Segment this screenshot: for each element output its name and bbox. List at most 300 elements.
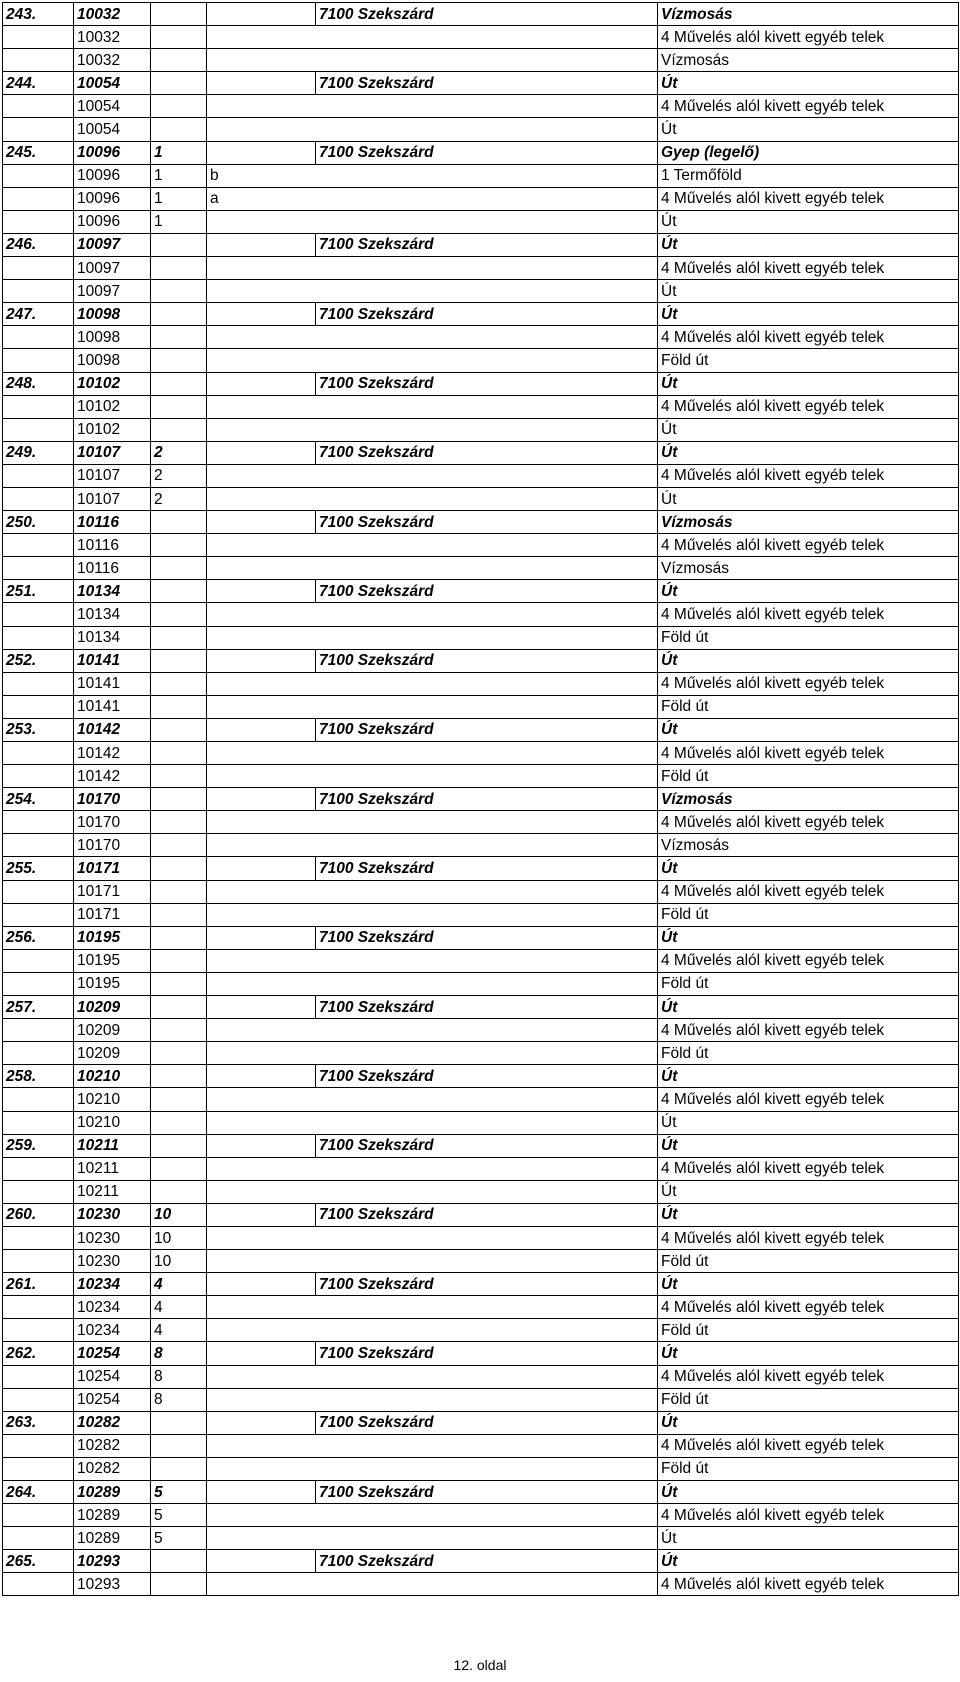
detail-land-use: Föld út	[658, 765, 959, 788]
detail-land-use: 4 Művelés alól kivett egyéb telek	[658, 257, 959, 280]
detail-subnumber	[151, 1457, 207, 1480]
parcel-land-use: Út	[658, 580, 959, 603]
parcel-subnumber	[151, 580, 207, 603]
detail-subnumber	[151, 765, 207, 788]
detail-parcel-number: 10134	[74, 603, 151, 626]
parcel-header-row	[3, 303, 959, 326]
detail-parcel-number: 10096	[74, 187, 151, 210]
detail-subnumber	[151, 349, 207, 372]
detail-subnumber	[151, 534, 207, 557]
detail-parcel-number: 10032	[74, 26, 151, 49]
subdivision-letter	[207, 303, 316, 326]
parcel-number: 10142	[74, 718, 151, 741]
detail-land-use: 4 Művelés alól kivett egyéb telek	[658, 949, 959, 972]
parcel-detail-row	[3, 695, 959, 718]
parcel-land-use: Út	[658, 372, 959, 395]
detail-subdivision-letter	[207, 395, 658, 418]
detail-subdivision-letter	[207, 834, 658, 857]
parcel-detail-row	[3, 1042, 959, 1065]
row-spacer	[3, 534, 74, 557]
detail-land-use: Föld út	[658, 903, 959, 926]
entry-number: 246.	[3, 233, 74, 256]
detail-parcel-number: 10032	[74, 49, 151, 72]
detail-subnumber	[151, 1573, 207, 1596]
detail-subnumber	[151, 557, 207, 580]
detail-land-use: 4 Művelés alól kivett egyéb telek	[658, 187, 959, 210]
entry-number: 244.	[3, 72, 74, 95]
detail-subdivision-letter	[207, 26, 658, 49]
detail-subnumber	[151, 672, 207, 695]
detail-subnumber: 5	[151, 1527, 207, 1550]
parcel-location: 7100 Szekszárd	[316, 511, 658, 534]
register-body	[3, 3, 959, 1596]
row-spacer	[3, 811, 74, 834]
parcel-detail-row	[3, 811, 959, 834]
row-spacer	[3, 949, 74, 972]
parcel-detail-row	[3, 118, 959, 141]
detail-land-use: Út	[658, 1111, 959, 1134]
parcel-header-row	[3, 141, 959, 164]
parcel-location: 7100 Szekszárd	[316, 441, 658, 464]
subdivision-letter	[207, 1342, 316, 1365]
subdivision-letter	[207, 718, 316, 741]
parcel-number: 10293	[74, 1550, 151, 1573]
subdivision-letter	[207, 649, 316, 672]
row-spacer	[3, 972, 74, 995]
detail-land-use: Föld út	[658, 695, 959, 718]
detail-subnumber	[151, 280, 207, 303]
detail-subdivision-letter	[207, 326, 658, 349]
entry-number: 258.	[3, 1065, 74, 1088]
parcel-location: 7100 Szekszárd	[316, 72, 658, 95]
detail-subdivision-letter	[207, 1250, 658, 1273]
parcel-header-row	[3, 1065, 959, 1088]
detail-subdivision-letter	[207, 1365, 658, 1388]
parcel-subnumber: 1	[151, 141, 207, 164]
detail-land-use: Vízmosás	[658, 557, 959, 580]
detail-subdivision-letter	[207, 626, 658, 649]
detail-parcel-number: 10289	[74, 1527, 151, 1550]
parcel-subnumber	[151, 233, 207, 256]
detail-land-use: Út	[658, 487, 959, 510]
parcel-land-use: Vízmosás	[658, 511, 959, 534]
parcel-detail-row	[3, 1434, 959, 1457]
entry-number: 250.	[3, 511, 74, 534]
detail-subdivision-letter	[207, 1527, 658, 1550]
parcel-land-use: Út	[658, 1273, 959, 1296]
parcel-location: 7100 Szekszárd	[316, 1273, 658, 1296]
detail-subdivision-letter	[207, 534, 658, 557]
parcel-land-use: Út	[658, 233, 959, 256]
detail-land-use: 4 Művelés alól kivett egyéb telek	[658, 95, 959, 118]
row-spacer	[3, 418, 74, 441]
parcel-number: 10097	[74, 233, 151, 256]
detail-parcel-number: 10209	[74, 1019, 151, 1042]
detail-subdivision-letter	[207, 1019, 658, 1042]
detail-subdivision-letter	[207, 949, 658, 972]
parcel-land-use: Út	[658, 441, 959, 464]
parcel-header-row	[3, 1342, 959, 1365]
row-spacer	[3, 557, 74, 580]
row-spacer	[3, 210, 74, 233]
entry-number: 254.	[3, 788, 74, 811]
subdivision-letter	[207, 72, 316, 95]
detail-parcel-number: 10254	[74, 1388, 151, 1411]
entry-number: 262.	[3, 1342, 74, 1365]
detail-land-use: 4 Művelés alól kivett egyéb telek	[658, 1365, 959, 1388]
detail-parcel-number: 10116	[74, 557, 151, 580]
row-spacer	[3, 1388, 74, 1411]
subdivision-letter	[207, 3, 316, 26]
detail-parcel-number: 10171	[74, 903, 151, 926]
parcel-location: 7100 Szekszárd	[316, 1203, 658, 1226]
detail-land-use: Út	[658, 118, 959, 141]
parcel-header-row	[3, 511, 959, 534]
parcel-land-use: Vízmosás	[658, 3, 959, 26]
parcel-header-row	[3, 718, 959, 741]
entry-number: 251.	[3, 580, 74, 603]
parcel-detail-row	[3, 949, 959, 972]
parcel-detail-row	[3, 557, 959, 580]
row-spacer	[3, 164, 74, 187]
detail-parcel-number: 10096	[74, 164, 151, 187]
subdivision-letter	[207, 441, 316, 464]
parcel-subnumber: 5	[151, 1481, 207, 1504]
detail-parcel-number: 10054	[74, 118, 151, 141]
detail-parcel-number: 10096	[74, 210, 151, 233]
parcel-subnumber	[151, 649, 207, 672]
row-spacer	[3, 1157, 74, 1180]
parcel-detail-row	[3, 972, 959, 995]
detail-subnumber	[151, 118, 207, 141]
parcel-detail-row	[3, 1088, 959, 1111]
parcel-detail-row	[3, 280, 959, 303]
detail-subnumber	[151, 742, 207, 765]
row-spacer	[3, 26, 74, 49]
parcel-detail-row	[3, 834, 959, 857]
parcel-detail-row	[3, 626, 959, 649]
parcel-header-row	[3, 1481, 959, 1504]
parcel-subnumber	[151, 303, 207, 326]
detail-land-use: 4 Művelés alól kivett egyéb telek	[658, 464, 959, 487]
row-spacer	[3, 765, 74, 788]
detail-subnumber	[151, 1434, 207, 1457]
detail-subdivision-letter	[207, 349, 658, 372]
detail-subnumber	[151, 603, 207, 626]
detail-subnumber	[151, 626, 207, 649]
detail-subnumber: 8	[151, 1388, 207, 1411]
detail-land-use: 4 Művelés alól kivett egyéb telek	[658, 811, 959, 834]
subdivision-letter	[207, 233, 316, 256]
parcel-number: 10096	[74, 141, 151, 164]
detail-subdivision-letter	[207, 210, 658, 233]
detail-parcel-number: 10211	[74, 1180, 151, 1203]
parcel-number: 10102	[74, 372, 151, 395]
detail-subnumber	[151, 418, 207, 441]
detail-subdivision-letter	[207, 1434, 658, 1457]
subdivision-letter	[207, 1411, 316, 1434]
parcel-location: 7100 Szekszárd	[316, 857, 658, 880]
row-spacer	[3, 1019, 74, 1042]
entry-number: 255.	[3, 857, 74, 880]
parcel-location: 7100 Szekszárd	[316, 649, 658, 672]
row-spacer	[3, 95, 74, 118]
parcel-land-use: Út	[658, 303, 959, 326]
detail-subdivision-letter	[207, 1573, 658, 1596]
parcel-land-use: Út	[658, 1342, 959, 1365]
row-spacer	[3, 603, 74, 626]
detail-land-use: 4 Művelés alól kivett egyéb telek	[658, 672, 959, 695]
parcel-detail-row	[3, 1180, 959, 1203]
parcel-detail-row	[3, 1365, 959, 1388]
detail-subdivision-letter	[207, 903, 658, 926]
row-spacer	[3, 49, 74, 72]
detail-parcel-number: 10210	[74, 1088, 151, 1111]
detail-land-use: Föld út	[658, 1250, 959, 1273]
detail-land-use: 4 Művelés alól kivett egyéb telek	[658, 1226, 959, 1249]
detail-parcel-number: 10141	[74, 672, 151, 695]
detail-subdivision-letter	[207, 464, 658, 487]
detail-subnumber	[151, 1180, 207, 1203]
parcel-number: 10230	[74, 1203, 151, 1226]
entry-number: 257.	[3, 996, 74, 1019]
parcel-detail-row	[3, 534, 959, 557]
detail-land-use: Út	[658, 1180, 959, 1203]
parcel-location: 7100 Szekszárd	[316, 1550, 658, 1573]
parcel-location: 7100 Szekszárd	[316, 1342, 658, 1365]
detail-subnumber	[151, 326, 207, 349]
detail-parcel-number: 10234	[74, 1296, 151, 1319]
detail-subdivision-letter: a	[207, 187, 658, 210]
parcel-subnumber	[151, 857, 207, 880]
detail-subdivision-letter	[207, 672, 658, 695]
parcel-header-row	[3, 1134, 959, 1157]
parcel-location: 7100 Szekszárd	[316, 372, 658, 395]
entry-number: 248.	[3, 372, 74, 395]
parcel-header-row	[3, 996, 959, 1019]
entry-number: 245.	[3, 141, 74, 164]
parcel-detail-row	[3, 765, 959, 788]
row-spacer	[3, 326, 74, 349]
parcel-detail-row	[3, 742, 959, 765]
parcel-detail-row	[3, 49, 959, 72]
parcel-location: 7100 Szekszárd	[316, 996, 658, 1019]
subdivision-letter	[207, 1203, 316, 1226]
detail-subdivision-letter	[207, 1157, 658, 1180]
detail-land-use: 4 Művelés alól kivett egyéb telek	[658, 1434, 959, 1457]
parcel-detail-row	[3, 603, 959, 626]
detail-land-use: 4 Művelés alól kivett egyéb telek	[658, 1296, 959, 1319]
detail-parcel-number: 10116	[74, 534, 151, 557]
detail-subnumber	[151, 1042, 207, 1065]
detail-subdivision-letter	[207, 1042, 658, 1065]
detail-parcel-number: 10107	[74, 464, 151, 487]
detail-land-use: Föld út	[658, 1388, 959, 1411]
parcel-detail-row	[3, 903, 959, 926]
parcel-land-use: Út	[658, 1065, 959, 1088]
row-spacer	[3, 695, 74, 718]
parcel-detail-row	[3, 1296, 959, 1319]
row-spacer	[3, 1111, 74, 1134]
row-spacer	[3, 672, 74, 695]
entry-number: 259.	[3, 1134, 74, 1157]
detail-parcel-number: 10254	[74, 1365, 151, 1388]
parcel-header-row	[3, 441, 959, 464]
detail-parcel-number: 10098	[74, 326, 151, 349]
parcel-subnumber	[151, 1134, 207, 1157]
parcel-location: 7100 Szekszárd	[316, 1411, 658, 1434]
detail-parcel-number: 10282	[74, 1457, 151, 1480]
detail-parcel-number: 10054	[74, 95, 151, 118]
parcel-detail-row	[3, 1226, 959, 1249]
parcel-subnumber	[151, 788, 207, 811]
detail-land-use: 4 Művelés alól kivett egyéb telek	[658, 603, 959, 626]
parcel-detail-row	[3, 1388, 959, 1411]
detail-subnumber	[151, 26, 207, 49]
parcel-number: 10234	[74, 1273, 151, 1296]
parcel-header-row	[3, 580, 959, 603]
parcel-number: 10134	[74, 580, 151, 603]
parcel-number: 10171	[74, 857, 151, 880]
detail-land-use: Föld út	[658, 1042, 959, 1065]
detail-subnumber: 4	[151, 1296, 207, 1319]
detail-subdivision-letter	[207, 765, 658, 788]
parcel-number: 10209	[74, 996, 151, 1019]
detail-subdivision-letter	[207, 603, 658, 626]
parcel-subnumber	[151, 1065, 207, 1088]
detail-parcel-number: 10097	[74, 257, 151, 280]
row-spacer	[3, 1088, 74, 1111]
detail-land-use: Út	[658, 1527, 959, 1550]
parcel-subnumber: 2	[151, 441, 207, 464]
parcel-subnumber	[151, 926, 207, 949]
detail-subnumber	[151, 972, 207, 995]
detail-subnumber: 5	[151, 1504, 207, 1527]
parcel-header-row	[3, 1550, 959, 1573]
detail-subnumber: 2	[151, 487, 207, 510]
parcel-detail-row	[3, 1157, 959, 1180]
parcel-number: 10211	[74, 1134, 151, 1157]
detail-subdivision-letter	[207, 1180, 658, 1203]
parcel-header-row	[3, 372, 959, 395]
detail-subdivision-letter	[207, 257, 658, 280]
parcel-land-use: Út	[658, 1411, 959, 1434]
parcel-land-use: Út	[658, 1550, 959, 1573]
entry-number: 249.	[3, 441, 74, 464]
detail-subdivision-letter	[207, 487, 658, 510]
detail-parcel-number: 10195	[74, 949, 151, 972]
detail-parcel-number: 10289	[74, 1504, 151, 1527]
detail-parcel-number: 10211	[74, 1157, 151, 1180]
detail-subnumber: 4	[151, 1319, 207, 1342]
parcel-header-row	[3, 1203, 959, 1226]
detail-subdivision-letter	[207, 1457, 658, 1480]
detail-land-use: 4 Művelés alól kivett egyéb telek	[658, 1088, 959, 1111]
parcel-header-row	[3, 233, 959, 256]
row-spacer	[3, 1250, 74, 1273]
parcel-location: 7100 Szekszárd	[316, 580, 658, 603]
parcel-detail-row	[3, 349, 959, 372]
parcel-number: 10107	[74, 441, 151, 464]
detail-subdivision-letter	[207, 742, 658, 765]
subdivision-letter	[207, 1134, 316, 1157]
row-spacer	[3, 1042, 74, 1065]
parcel-location: 7100 Szekszárd	[316, 788, 658, 811]
detail-land-use: Föld út	[658, 972, 959, 995]
parcel-land-use: Út	[658, 1203, 959, 1226]
parcel-location: 7100 Szekszárd	[316, 233, 658, 256]
parcel-detail-row	[3, 487, 959, 510]
detail-subnumber: 1	[151, 164, 207, 187]
detail-subdivision-letter	[207, 280, 658, 303]
parcel-detail-row	[3, 164, 959, 187]
parcel-header-row	[3, 72, 959, 95]
parcel-detail-row	[3, 1019, 959, 1042]
row-spacer	[3, 395, 74, 418]
parcel-detail-row	[3, 1527, 959, 1550]
parcel-subnumber	[151, 996, 207, 1019]
row-spacer	[3, 903, 74, 926]
row-spacer	[3, 1296, 74, 1319]
subdivision-letter	[207, 1273, 316, 1296]
parcel-number: 10195	[74, 926, 151, 949]
parcel-detail-row	[3, 1250, 959, 1273]
parcel-location: 7100 Szekszárd	[316, 718, 658, 741]
parcel-location: 7100 Szekszárd	[316, 1481, 658, 1504]
parcel-number: 10054	[74, 72, 151, 95]
detail-land-use: Föld út	[658, 1319, 959, 1342]
parcel-land-use: Gyep (legelő)	[658, 141, 959, 164]
detail-land-use: 4 Művelés alól kivett egyéb telek	[658, 534, 959, 557]
detail-land-use: 1 Termőföld	[658, 164, 959, 187]
parcel-detail-row	[3, 257, 959, 280]
detail-subdivision-letter	[207, 1088, 658, 1111]
detail-subdivision-letter	[207, 972, 658, 995]
detail-subdivision-letter	[207, 1226, 658, 1249]
parcel-subnumber	[151, 1411, 207, 1434]
row-spacer	[3, 1319, 74, 1342]
subdivision-letter	[207, 141, 316, 164]
parcel-land-use: Út	[658, 926, 959, 949]
detail-land-use: 4 Művelés alól kivett egyéb telek	[658, 1157, 959, 1180]
entry-number: 260.	[3, 1203, 74, 1226]
row-spacer	[3, 280, 74, 303]
detail-subdivision-letter	[207, 49, 658, 72]
row-spacer	[3, 1504, 74, 1527]
detail-subnumber: 2	[151, 464, 207, 487]
parcel-detail-row	[3, 95, 959, 118]
detail-parcel-number: 10097	[74, 280, 151, 303]
detail-parcel-number: 10107	[74, 487, 151, 510]
row-spacer	[3, 1573, 74, 1596]
detail-subnumber: 10	[151, 1226, 207, 1249]
parcel-subnumber	[151, 372, 207, 395]
parcel-header-row	[3, 926, 959, 949]
parcel-detail-row	[3, 1457, 959, 1480]
detail-subnumber	[151, 1019, 207, 1042]
parcel-land-use: Út	[658, 1134, 959, 1157]
subdivision-letter	[207, 511, 316, 534]
detail-subnumber	[151, 880, 207, 903]
entry-number: 256.	[3, 926, 74, 949]
detail-parcel-number: 10230	[74, 1250, 151, 1273]
detail-land-use: Út	[658, 280, 959, 303]
parcel-location: 7100 Szekszárd	[316, 141, 658, 164]
subdivision-letter	[207, 788, 316, 811]
entry-number: 247.	[3, 303, 74, 326]
parcel-subnumber	[151, 1550, 207, 1573]
detail-parcel-number: 10170	[74, 834, 151, 857]
